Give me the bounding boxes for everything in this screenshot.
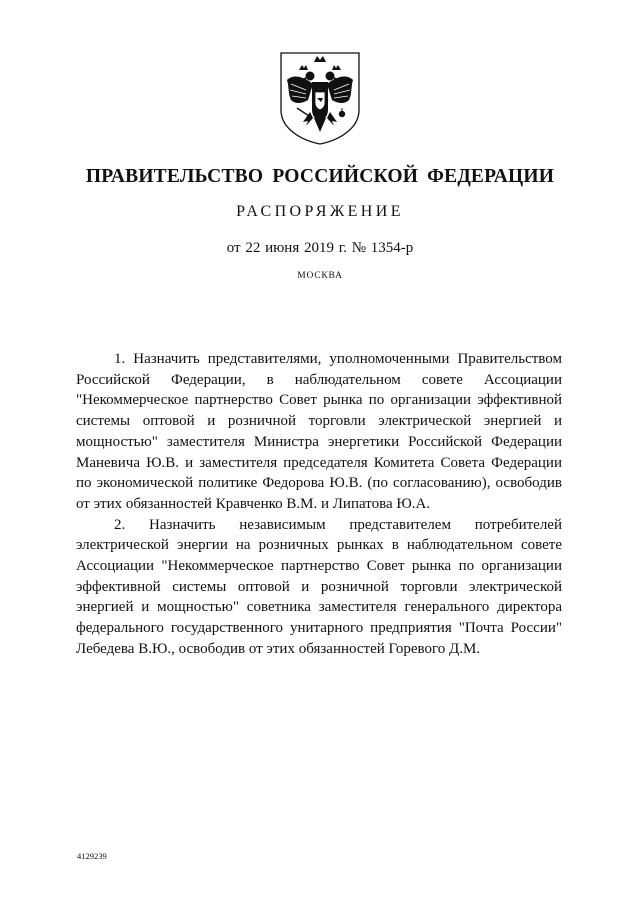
government-title: ПРАВИТЕЛЬСТВО РОССИЙСКОЙ ФЕДЕРАЦИИ [85,166,555,187]
document-body [76,349,562,660]
document-city: МОСКВА [297,271,343,281]
coat-of-arms-icon [277,50,363,146]
document-type: РАСПОРЯЖЕНИЕ [236,203,404,220]
paragraph-2: 2. Назначить независимым представителем потребителей электрической энергии на розничных рынках в наблюдательном совете Ассоциации "Некоммерческое партнерство Совет рынка по организации эффективной системы оптовой и розничной торговли электрической энергией и мощностью" советника заместителя генерального директора федерального государственного унитарного предприятия "Почта России" Лебедева В.Ю., освободив от этих обязанностей Горевого Д.М. [76,516,562,657]
document-code: 4129239 [77,851,107,861]
paragraph-1: 1. Назначить представителями, уполномоченными Правительством Российской Федерации, в наблюдательном совете Ассоциации "Некоммерческое партнерство Совет рынка по организации эффективной системы оптовой и розничной торговли электрической энергией и мощностью" заместителя Министра энергетики Российской Федерации Маневича Ю.В. и заместителя председателя Комитета Совета Федерации по экономической политике Федорова Ю.В. (по согласованию), освободив от этих обязанностей Кравченко В.М. и Липатова Ю.А. [76,351,562,512]
document-date-number: от 22 июня 2019 г. № 1354-р [226,240,414,256]
